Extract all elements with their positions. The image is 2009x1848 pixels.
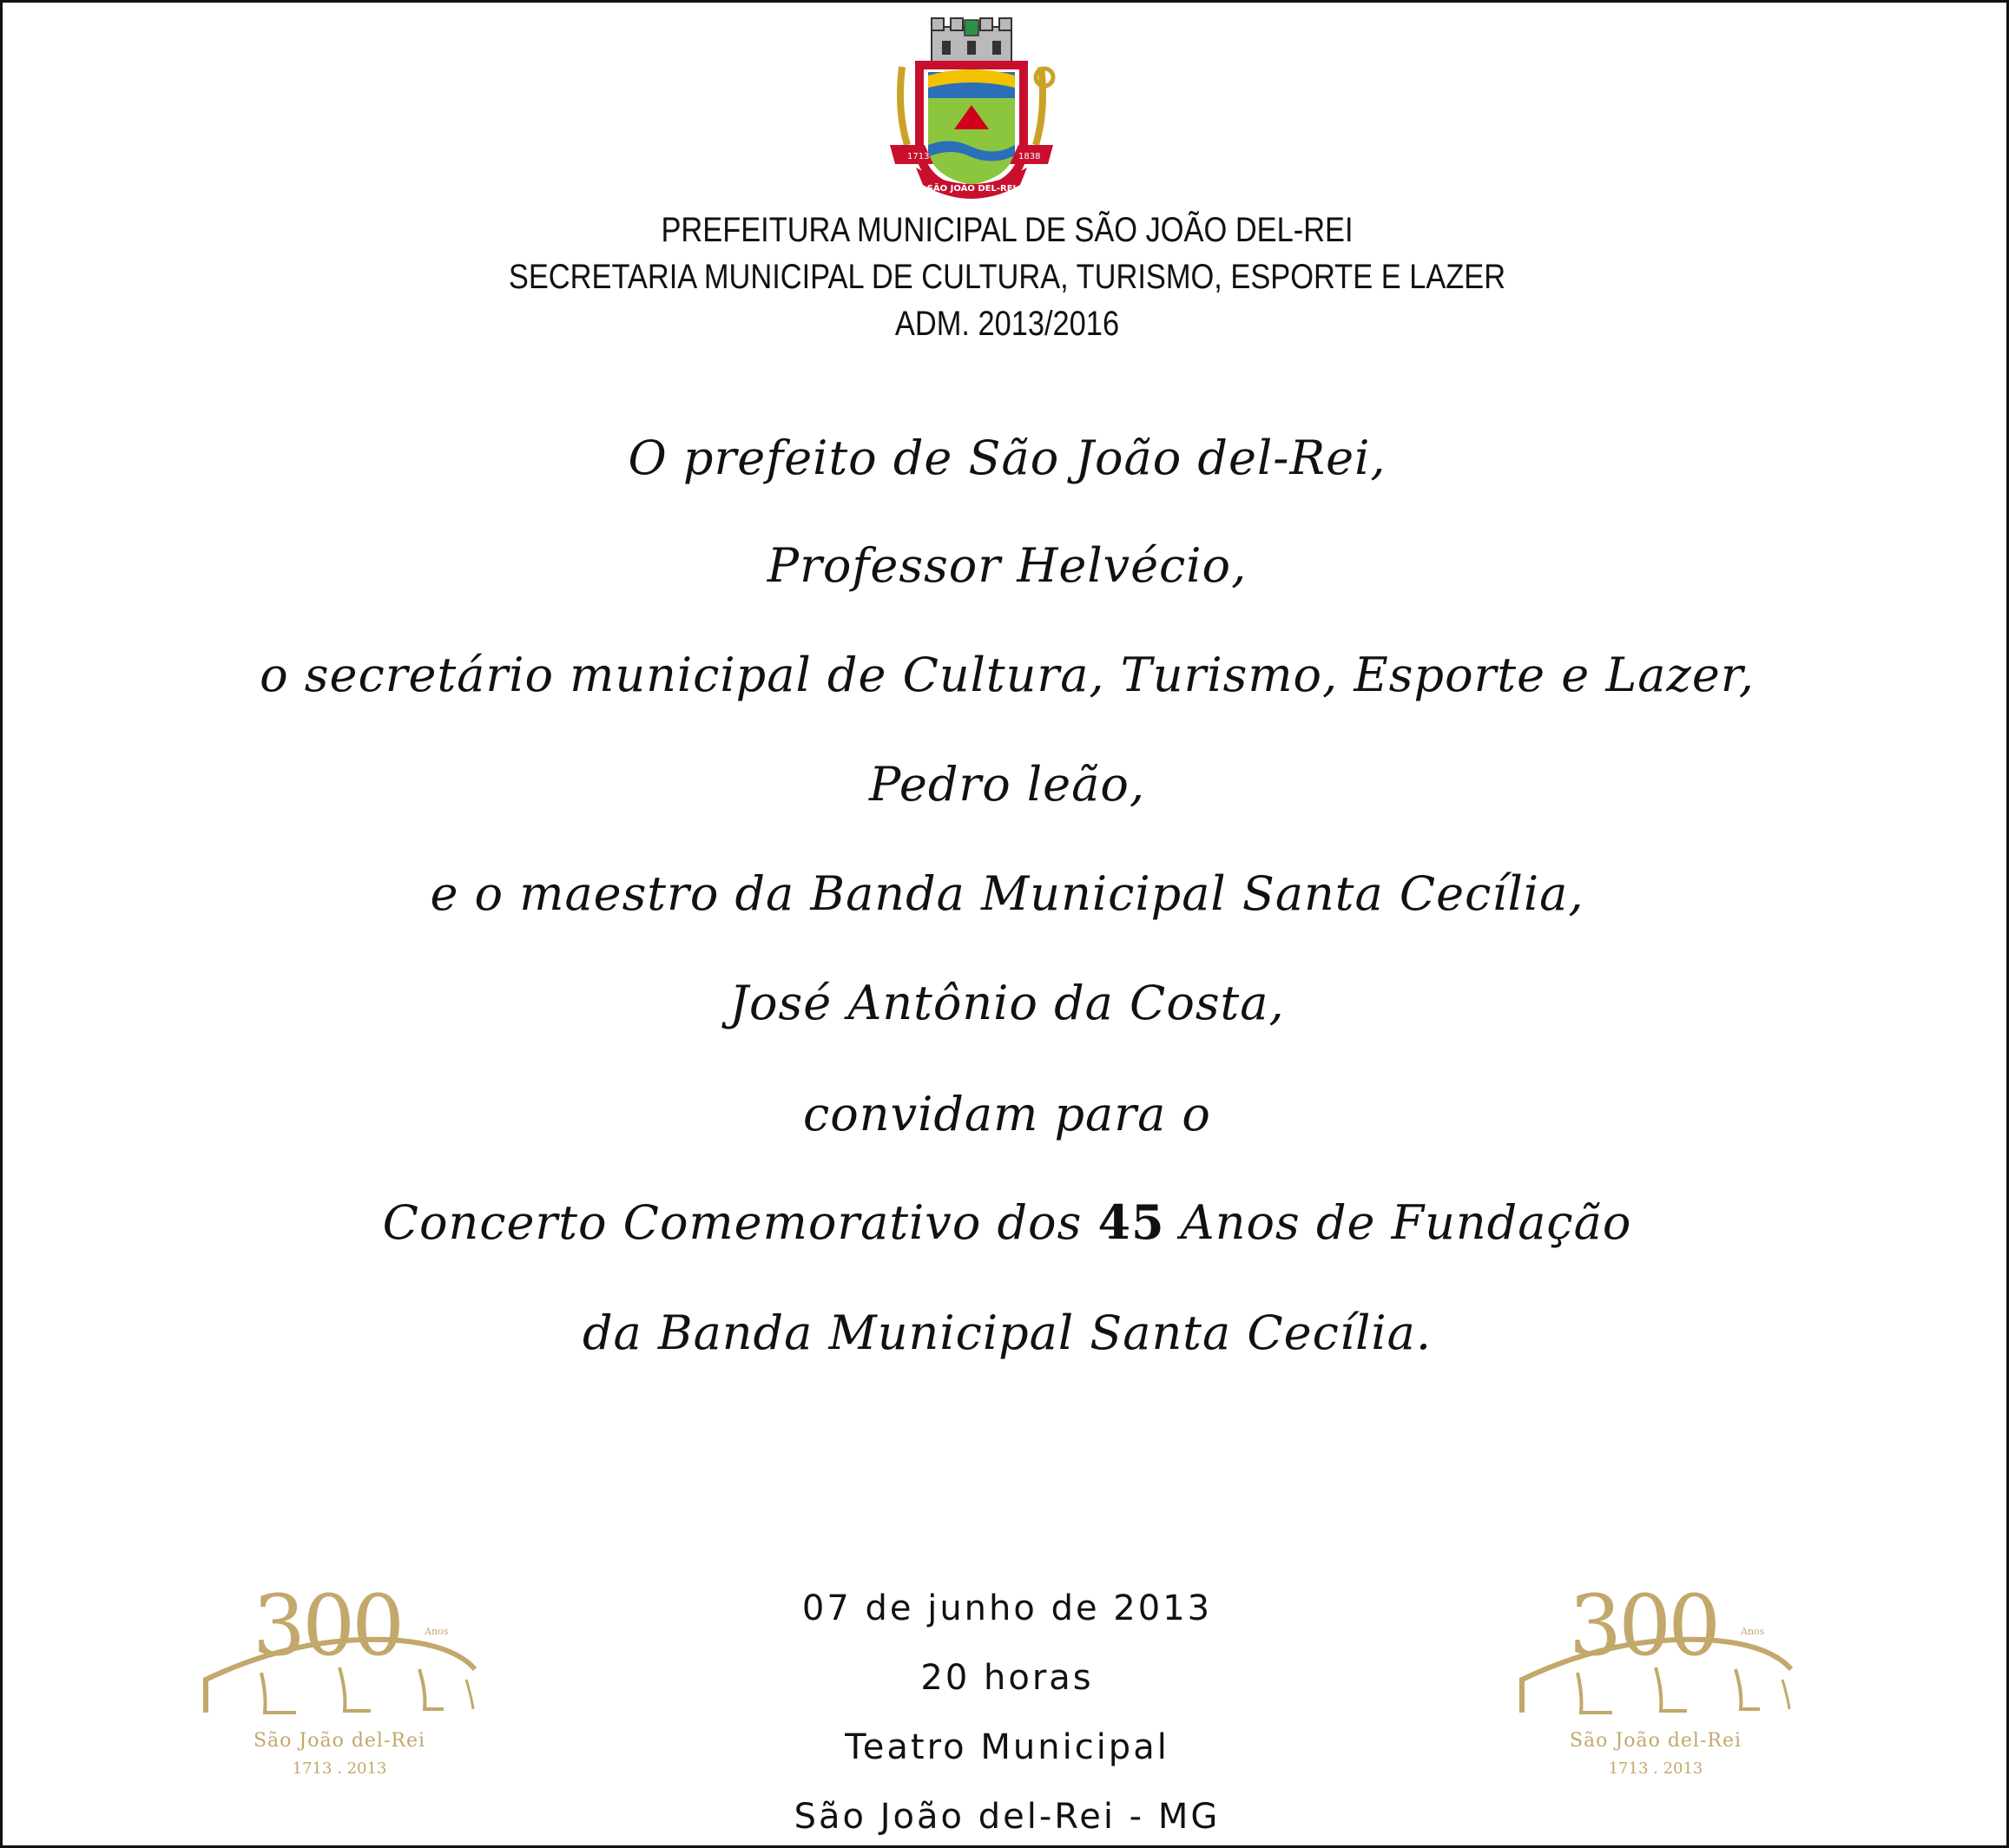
seal-city: São João del-Rei (1569, 1730, 1742, 1752)
seal-number: 300 (253, 1577, 402, 1674)
svg-text:SÃO JOÃO DEL-REI: SÃO JOÃO DEL-REI (926, 184, 1017, 194)
seal-arch-icon (1517, 1619, 1795, 1714)
300-anos-seal-icon (1517, 1577, 1795, 1784)
header-line-administration: ADM. 2013/2016 (894, 305, 1120, 343)
seal-years: 1713 . 2013 (292, 1759, 387, 1778)
300-anos-seal-icon (201, 1577, 478, 1784)
event-date: 07 de junho de 2013 (801, 1588, 1213, 1628)
concert-title-end: Anos de Fundação (1164, 1195, 1632, 1250)
municipal-coat-of-arms-icon (881, 15, 1062, 206)
seal-number: 300 (1569, 1577, 1718, 1674)
invitation-line-mayor-name: Professor Helvécio, (767, 538, 1248, 593)
seal-city: São João del-Rei (253, 1730, 426, 1752)
seal-anos: Anos (425, 1626, 449, 1637)
invitation-line-maestro-title: e o maestro da Banda Municipal Santa Cecília, (430, 866, 1584, 921)
invitation-line-secretary-title: o secretário municipal de Cultura, Turismo, Esporte e Lazer, (260, 648, 1755, 702)
anniversary-number: 45 (1097, 1194, 1165, 1250)
svg-text:1838: 1838 (1018, 152, 1041, 161)
seal-years: 1713 . 2013 (1608, 1759, 1703, 1778)
invitation-line-band: da Banda Municipal Santa Cecília. (582, 1305, 1433, 1360)
svg-text:1713: 1713 (907, 152, 930, 161)
concert-title-start: Concerto Comemorativo dos (382, 1195, 1098, 1250)
header-line-secretaria: SECRETARIA MUNICIPAL DE CULTURA, TURISMO, ESPORTE E LAZER (508, 258, 1506, 296)
header-line-prefeitura: PREFEITURA MUNICIPAL DE SÃO JOÃO DEL-REI (661, 211, 1354, 249)
invitation-line-concert (3, 1192, 2009, 1253)
invitation-line-secretary-name: Pedro leão, (868, 757, 1146, 812)
invitation-line-mayor-title: O prefeito de São João del-Rei, (628, 431, 1387, 485)
event-city: São João del-Rei - MG (794, 1797, 1221, 1837)
seal-arch-icon (201, 1619, 478, 1714)
event-venue: Teatro Municipal (845, 1727, 1169, 1767)
invitation-line-invite: convidam para o (803, 1087, 1211, 1141)
seal-anos: Anos (1741, 1626, 1765, 1637)
invitation-line-maestro-name: José Antônio da Costa, (729, 976, 1285, 1030)
event-time: 20 horas (920, 1658, 1094, 1698)
